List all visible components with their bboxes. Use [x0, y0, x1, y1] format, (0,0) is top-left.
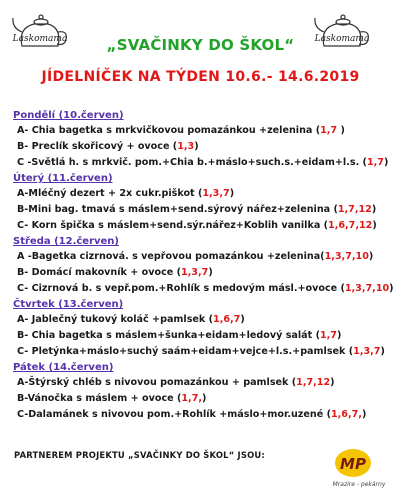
menu-item: A- Chia bagetka s mrkvičkovou pomazánkou +zelenina (1,7 ): [17, 125, 345, 136]
menu-week-heading: JÍDELNÍČEK NA TÝDEN 10.6.- 14.6.2019: [41, 69, 360, 85]
allergen-codes: 1,3,7: [202, 188, 230, 199]
logo-text: Laskomama: [12, 34, 68, 44]
partner-caption: Mrazíre - pekárny: [332, 481, 386, 488]
allergen-codes: 1,7: [366, 157, 384, 168]
allergen-codes: 1,7: [320, 125, 338, 136]
day-heading-friday: Pátek (14.červen): [13, 362, 114, 373]
allergen-codes: 1,3,7: [180, 267, 209, 278]
mp-partner-logo: [333, 447, 383, 497]
menu-item: C- Pletýnka+máslo+suchý saám+eidam+vejce+l.s.+pamlsek (1,3,7): [17, 346, 385, 357]
allergen-codes: 1,7,12: [337, 204, 372, 215]
menu-item: B-Vánočka s máslem + ovoce (1,7,): [17, 393, 207, 404]
allergen-codes: 1,7,: [181, 393, 203, 404]
menu-item: B-Mini bag. tmavá s máslem+send.sýrový nářez+zelenina (1,7,12): [17, 204, 377, 215]
menu-item: C -Světlá h. s mrkvič. pom.+Chia b.+máslo+such.s.+eidam+l.s. (1,7): [17, 157, 389, 168]
menu-item: C- Cizrnová b. s vepř.pom.+Rohlík s medovým másl.+ovoce (1,3,7,10): [17, 283, 394, 294]
menu-item: A- Jablečný tukový koláč +pamlsek (1,6,7): [17, 314, 245, 325]
menu-item: B- Chia bagetka s máslem+šunka+eidam+ledový salát (1,7): [17, 330, 342, 341]
weekly-menu: [13, 108, 397, 423]
allergen-codes: 1,6,7,: [330, 409, 362, 420]
laskomama-logo-right: [310, 6, 374, 64]
mp-logo-icon: [333, 447, 373, 481]
day-heading-monday: Pondělí (10.červen): [13, 110, 124, 121]
menu-item: C-Dalamánek s nivovou pom.+Rohlík +máslo+mor.uzené (1,6,7,): [17, 409, 367, 420]
allergen-codes: 1,3,7,10: [344, 283, 390, 294]
menu-item: A-Štýrský chléb s nivovou pomazánkou + pamlsek (1,7,12): [17, 377, 335, 388]
page-title: „SVAČINKY DO ŠKOL“: [106, 36, 295, 54]
menu-item: C- Korn špička s máslem+send.sýr.nářez+Koblih vanilka (1,6,7,12): [17, 220, 377, 231]
menu-item: B- Preclík skořicový + ovoce (1,3): [17, 141, 199, 152]
logo-text: Laskomama: [314, 34, 370, 44]
allergen-codes: 1,3: [177, 141, 195, 152]
menu-item: A -Bagetka cizrnová. s vepřovou pomazánkou +zelenina(1,3,7,10): [17, 251, 374, 262]
day-heading-tuesday: Úterý (11.červen): [13, 173, 113, 184]
laskomama-logo-left: [8, 6, 72, 64]
allergen-codes: 1,7: [319, 330, 337, 341]
allergen-codes: 1,7,12: [296, 377, 331, 388]
allergen-codes: 1,3,7,10: [324, 251, 369, 262]
day-heading-thursday: Čtvrtek (13.červen): [13, 299, 124, 310]
partner-footer-text: PARTNEREM PROJEKTU „SVAČINKY DO ŠKOL“ JSOU:: [14, 450, 265, 460]
allergen-codes: 1,6,7: [213, 314, 241, 325]
allergen-codes: 1,3,7: [353, 346, 381, 357]
menu-item: B- Domácí makovník + ovoce (1,3,7): [17, 267, 213, 278]
allergen-codes: 1,6,7,12: [328, 220, 373, 231]
day-heading-wednesday: Středa (12.červen): [13, 236, 120, 247]
menu-item: A-Mléčný dezert + 2x cukr.piškot (1,3,7): [17, 188, 235, 199]
mp-logo-letters: MP: [340, 455, 366, 473]
